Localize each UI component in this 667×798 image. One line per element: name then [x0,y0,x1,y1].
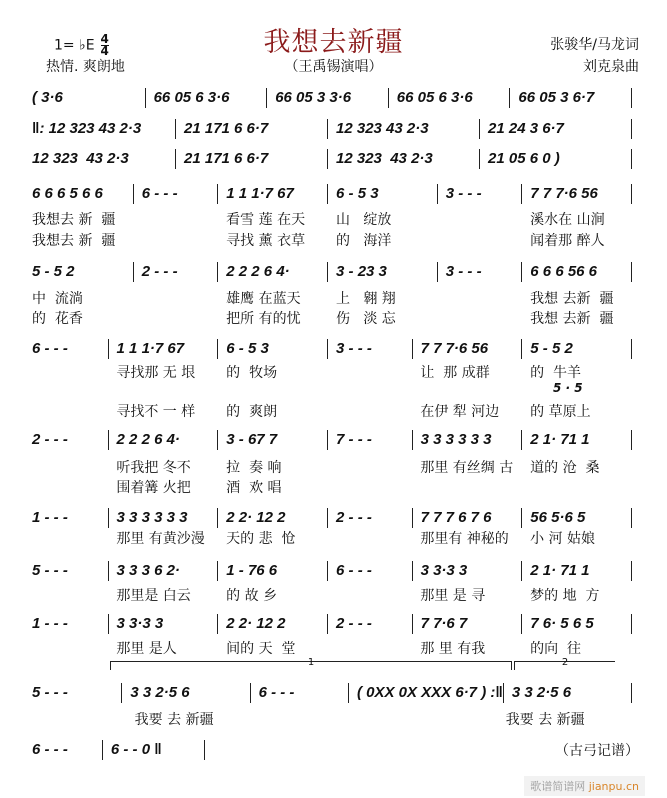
lyric-segment: 在伊 犁 河边 [420,404,500,420]
measure: 2 - - - [30,430,109,450]
lyric-segment [328,638,412,658]
measure: 6 - - - [134,184,219,204]
measure: 2 2 2 6 4· [218,262,328,282]
lyric-segment: 我想去 新 疆 [32,233,116,249]
notation-row [30,430,632,450]
volta-second-label: 2 [561,657,569,668]
lyric-segment [30,638,108,658]
lyric-segment [328,477,412,497]
lyric-segment [30,477,108,497]
lyric-line [30,477,632,497]
alt-note: 5 · 5 [553,381,583,395]
lyric-segment: 围着篝 火把 [116,480,191,496]
lyric-segment: 寻找 薰 衣草 [226,233,306,249]
notation-row [30,149,632,169]
lyric-segment: 雄鹰 在蓝天 [226,291,301,307]
watermark-site: jianpu.cn [588,780,639,793]
lyric-segment [328,528,412,548]
measure: 3 3·3 3 [109,614,219,634]
notation-row [30,508,632,528]
measure: 6 6 6 5 6 6 [30,184,134,204]
singer-credit: （王禹锡演唱） [284,59,383,75]
lyric-segment: 的向 往 [530,641,582,657]
measure: 3 - - - [438,184,523,204]
measure: 66 05 6 3·6 [389,88,511,108]
measure: 21 171 6 6·7 [176,119,328,139]
measure: 3 3·3 3 [413,561,523,581]
lyric-segment [328,401,412,421]
lyric-segment: 酒 欢 唱 [226,480,282,496]
tempo-marking: 热情. 爽朗地 [46,59,125,75]
measure: 1 - - - [30,614,109,634]
measure: 21 05 6 0 ) [480,149,632,169]
measure: 12 323 43 2·3 [328,149,480,169]
measure: 7 7 7·6 56 [413,339,523,359]
lyric-segment: 那里 是人 [116,641,177,657]
measure: 3 - - - [328,339,413,359]
measure: 3 3 2·5 6 [504,683,632,703]
lyric-segment [261,709,364,729]
measure: 6 - 5 3 [218,339,328,359]
key-text: 1= ♭E [54,37,95,54]
measure: 7 6· 5 6 5 [522,614,632,634]
lyric-line [30,401,632,421]
watermark-cn: 歌谱简谱网 [530,780,586,793]
notation-row [30,614,632,634]
lyric-segment: 那里 是 寻 [420,588,486,604]
measure: 66 05 3 6·7 [510,88,632,108]
measure: 21 171 6 6·7 [176,149,328,169]
lyric-segment: 那里 有黄沙漫 [116,531,205,547]
lyric-line [30,288,632,308]
lyric-segment [438,308,522,328]
lyric-line [30,308,632,328]
lyric-segment: 上 翱 翔 [335,291,396,307]
measure: 5 - - - [30,683,122,703]
notation-row [30,119,632,139]
lyric-segment [522,477,632,497]
time-top: 4 [100,32,109,46]
lyric-segment: 的 牧场 [226,365,278,381]
measure: 3 3 3 6 2· [109,561,219,581]
lyric-segment: 的 海洋 [335,233,392,249]
measure: 66 05 3 3·6 [267,88,389,108]
lyric-segment [364,709,498,729]
lyric-line [30,709,632,729]
lyric-segment: 我想 去新 疆 [530,291,614,307]
measure: 2 - - - [328,508,413,528]
measure: 6 6 6 56 6 [522,262,632,282]
measure: ( 3·6 [30,88,146,108]
measure: 7 - - - [328,430,413,450]
measure: 5 - - - [30,561,109,581]
lyric-segment: 我想去 新 疆 [32,212,116,228]
notator-credit: （古弓记谱） [555,743,639,759]
lyric-segment [438,230,522,250]
measure: 6 - - - [251,683,349,703]
notation-row [30,339,632,359]
lyric-segment: 寻找那 无 垠 [116,365,196,381]
lyric-segment: 天的 悲 怆 [226,531,296,547]
measure: 1 1 1·7 67 [218,184,328,204]
measure: 7 7 7·6 56 [522,184,632,204]
volta-first [110,657,512,670]
measure: 66 05 6 3·6 [146,88,268,108]
lyric-segment: 闻着那 醉人 [530,233,605,249]
lyric-segment [134,308,218,328]
lyric-segment: 的 牛羊 [530,365,582,381]
lyric-line [30,209,632,229]
lyric-segment: 小 河 姑娘 [530,531,596,547]
measure: 56 5·6 5 [522,508,632,528]
lyric-segment: 溪水在 山涧 [530,212,605,228]
measure: 3 3 3 3 3 3 [413,430,523,450]
lyric-line [30,457,632,477]
measure: 2 - - - [328,614,413,634]
notation-row [30,88,632,108]
lyric-segment: 的 草原上 [530,404,591,420]
measure: 3 - 67 7 [218,430,328,450]
lyric-segment [30,528,108,548]
lyric-segment [30,585,108,605]
measure: 2 2 2 6 4· [109,430,219,450]
lyric-segment: 伤 淡 忘 [335,311,396,327]
measure: 7 7 7 6 7 6 [413,508,523,528]
lyric-segment: 的 爽朗 [226,404,278,420]
lyric-segment: 把所 有的忧 [226,311,301,327]
measure: ( 0XX 0X XXX 6·7 ) :‖ [349,683,504,703]
notation-row [30,262,632,282]
measure: 2 1· 71 1 [522,561,632,581]
measure: 1 - - - [30,508,109,528]
measure: 6 - - - [328,561,413,581]
time-bottom: 4 [100,44,109,58]
lyric-line [30,585,632,605]
lyric-line [30,230,632,250]
lyricist-credit: 张骏华/马龙词 [550,37,639,53]
measure: 6 - - - [30,339,109,359]
lyric-segment [438,288,522,308]
lyric-segment: 那里 有丝绸 古 [420,460,514,476]
lyric-segment: 听我把 冬不 [116,460,191,476]
lyric-segment [30,457,108,477]
lyric-segment [328,457,412,477]
volta-second [514,657,615,670]
lyric-segment [30,362,108,382]
lyric-line [30,528,632,548]
notation-row [30,740,205,760]
measure: 1 - 76 6 [218,561,328,581]
measure: 12 323 43 2·3 [30,149,176,169]
measure: 6 - - 0 ‖ [103,740,205,760]
lyric-segment: 那里是 白云 [116,588,191,604]
lyric-segment [134,209,218,229]
lyric-segment [30,401,108,421]
measure: 12 323 43 2·3 [328,119,480,139]
lyric-segment: 梦的 地 方 [530,588,600,604]
notation-row [30,561,632,581]
lyric-segment: 的 花香 [32,311,83,327]
notation-row [30,184,632,204]
lyric-segment: 我要 去 新疆 [505,712,585,728]
measure: 3 3 2·5 6 [122,683,250,703]
lyric-segment [134,230,218,250]
measure: 2 2· 12 2 [218,614,328,634]
lyric-segment [328,585,412,605]
volta-first-label: 1 [307,657,315,668]
lyric-line [30,362,632,382]
lyric-segment: 山 绽放 [335,212,392,228]
measure: 6 - 5 3 [328,184,438,204]
lyric-segment: 那 里 有我 [420,641,486,657]
lyric-segment: 看雪 莲 在天 [226,212,306,228]
measure: 3 - - - [438,262,523,282]
lyric-segment: 寻找不 一 样 [116,404,196,420]
lyric-segment: 那里有 神秘的 [420,531,509,547]
song-title: 我想去新疆 [263,27,404,58]
measure: 21 24 3 6·7 [480,119,632,139]
measure: 1 1 1·7 67 [109,339,219,359]
lyric-segment [438,209,522,229]
composer-credit: 刘克泉曲 [583,59,639,75]
lyric-line [30,638,632,658]
lyric-segment: 间的 天 堂 [226,641,296,657]
measure: 6 - - - [30,740,103,760]
lyric-segment: 拉 奏 响 [226,460,282,476]
measure: 5 - 5 2 [30,262,134,282]
measure: 5 - 5 2 [522,339,632,359]
lyric-segment: 我要 去 新疆 [134,712,214,728]
measure: ‖: 12 323 43 2·3 [30,119,176,139]
measure: 7 7·6 7 [413,614,523,634]
measure: 3 - 23 3 [328,262,438,282]
lyric-segment [30,709,127,729]
lyric-segment: 中 流淌 [32,291,83,307]
lyric-segment [412,477,522,497]
measure: 3 3 3 3 3 3 [109,508,219,528]
watermark [524,776,645,796]
notation-row [30,683,632,703]
lyric-segment [328,362,412,382]
lyric-segment: 的 故 乡 [226,588,278,604]
lyric-segment: 我想 去新 疆 [530,311,614,327]
measure: 2 2· 12 2 [218,508,328,528]
lyric-segment [134,288,218,308]
measure: 2 1· 71 1 [522,430,632,450]
measure: 2 - - - [134,262,219,282]
lyric-segment: 让 那 成群 [420,365,490,381]
lyric-segment: 道的 沧 桑 [530,460,600,476]
